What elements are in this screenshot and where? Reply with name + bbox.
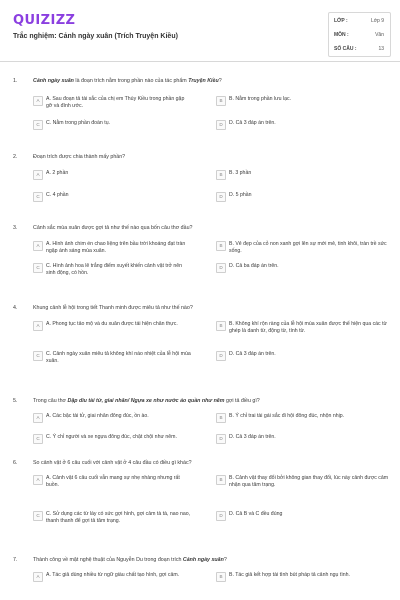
answer-option-a[interactable]	[33, 241, 193, 259]
answer-option-a[interactable]	[33, 572, 193, 590]
option-letter-box: D	[216, 263, 226, 273]
answer-option-b[interactable]	[216, 96, 376, 114]
option-letter-box: A	[33, 241, 43, 251]
option-letter-box: A	[33, 96, 43, 106]
answer-option-c[interactable]	[33, 192, 193, 210]
option-text: A. Tác giả dùng nhiều từ ngữ giàu chất tạo hình, gợi cảm.	[46, 572, 180, 578]
option-letter-box: A	[33, 321, 43, 331]
option-letter-box: B	[216, 241, 226, 251]
option-text: B. Không khí rộn ràng của lễ hội mùa xuân được thể hiện qua các từ ghép là danh từ, động từ, tính từ.	[229, 321, 387, 334]
option-text: B. 3 phần	[229, 170, 252, 176]
option-letter-box: D	[216, 120, 226, 130]
meta-value: Lớp 9	[370, 18, 384, 24]
option-text: A. Cảnh vật 6 câu cuối vẫn mang sự nhẹ nhàng nhưng rất buồn.	[46, 475, 180, 488]
question-text: Thành công về mặt nghệ thuật của Nguyễn Du trong đoạn trích Cảnh ngày xuân?	[33, 557, 227, 563]
question-text: So cảnh vật ở 6 câu cuối với cảnh vật ở 4 câu đầu có điều gì khác?	[33, 460, 192, 466]
option-letter-box: C	[33, 511, 43, 521]
option-text: C. 4 phần	[46, 192, 69, 198]
question-number: 3.	[13, 225, 18, 231]
question-number: 6.	[13, 460, 18, 466]
option-letter-box: B	[216, 321, 226, 331]
answer-option-b[interactable]	[216, 321, 387, 339]
answer-option-c[interactable]	[33, 511, 193, 529]
option-text: C. Sử dụng các từ láy có sức gợi hình, gợi cảm tà tà, nao nao, thanh thanh để gợi tả tâm trạng.	[46, 511, 191, 524]
answer-option-d[interactable]	[216, 120, 376, 138]
option-letter-box: D	[216, 434, 226, 444]
question-7	[13, 557, 390, 600]
option-letter-box: A	[33, 572, 43, 582]
question-text: Cảnh ngày xuân là đoạn trích nằm trong phần nào của tác phẩm Truyện Kiều?	[33, 78, 222, 84]
question-number: 2.	[13, 154, 18, 160]
option-letter-box: C	[33, 351, 43, 361]
question-text: Trong câu thơ Dập dìu tài tử, giai nhân/ Ngựa xe như nước áo quần như nêm gợi tả điều gì?	[33, 398, 260, 404]
answer-option-a[interactable]	[33, 321, 193, 339]
option-letter-box: B	[216, 475, 226, 485]
answer-option-b[interactable]	[216, 572, 376, 590]
option-letter-box: B	[216, 413, 226, 423]
meta-value: Văn	[375, 32, 384, 38]
answer-option-c[interactable]	[33, 434, 193, 452]
option-letter-box: C	[33, 192, 43, 202]
option-letter-box: D	[216, 511, 226, 521]
option-text: A. Sau đoạn tả tài sắc của chị em Thúy Kiều trong phần gặp gỡ và đính ước.	[46, 96, 185, 109]
meta-info-box	[328, 12, 391, 57]
answer-option-d[interactable]	[216, 351, 376, 369]
option-letter-box: C	[33, 120, 43, 130]
option-text: A. Hình ảnh chim én chao liệng trên bầu trời khoáng đạt tràn ngập ánh sáng mùa xuân.	[46, 241, 186, 254]
option-letter-box: B	[216, 170, 226, 180]
option-letter-box: B	[216, 96, 226, 106]
option-text: A. 2 phần	[46, 170, 69, 176]
option-text: C. Hình ảnh hoa lê trắng điểm xuyết khiến cảnh vật trở nên sinh động, có hồn.	[46, 263, 183, 276]
question-number: 4.	[13, 305, 18, 311]
question-number: 5.	[13, 398, 18, 404]
question-text: Khung cảnh lễ hội trong tiết Thanh minh được miêu tả như thế nào?	[33, 305, 193, 311]
meta-label: LỚP :	[334, 18, 348, 24]
option-text: B. Cảnh vật thay đổi bởi không gian thay đổi, lúc này cảnh được cảm nhận qua tâm trạng.	[229, 475, 389, 488]
option-text: B. Tác giả kết hợp tài tình bút pháp tả cảnh ngụ tình.	[229, 572, 350, 578]
answer-option-a[interactable]	[33, 170, 193, 188]
option-text: B. Vẻ đẹp của cỏ non xanh gợi lên sự mới mẻ, tinh khôi, tràn trề sức sống.	[229, 241, 387, 254]
answer-option-b[interactable]	[216, 475, 389, 493]
option-text: A. Phong tục tảo mộ và du xuân được tái hiện chân thực.	[46, 321, 178, 327]
question-number: 7.	[13, 557, 18, 563]
option-letter-box: B	[216, 572, 226, 582]
question-list	[0, 62, 400, 600]
answer-option-d[interactable]	[216, 192, 376, 210]
option-text: C. Nằm trong phần đoàn tụ.	[46, 120, 111, 126]
question-4	[13, 305, 390, 395]
option-text: C. Cảnh ngày xuân miêu tả không khí náo nhiệt của lễ hội mùa xuân.	[46, 351, 191, 364]
quizizz-logo: QUIZIZZ	[13, 13, 76, 28]
meta-value: 13	[378, 46, 384, 52]
answer-option-a[interactable]	[33, 475, 193, 493]
answer-option-a[interactable]	[33, 413, 193, 431]
meta-row-count	[334, 46, 384, 52]
answer-option-d[interactable]	[216, 263, 376, 281]
meta-label: SỐ CÂU :	[334, 46, 357, 52]
option-text: D. 5 phần	[229, 192, 252, 198]
option-letter-box: D	[216, 192, 226, 202]
option-text: D. Cả 3 đáp án trên.	[229, 351, 276, 357]
question-text: Cảnh sắc mùa xuân được gợi tả như thế nào qua bốn câu thơ đầu?	[33, 225, 193, 231]
answer-option-c[interactable]	[33, 351, 193, 369]
option-text: B. Ý chỉ trai tài gái sắc đi hội đông đúc, nhộn nhịp.	[229, 413, 345, 419]
option-text: D. Cả B và C đều đúng	[229, 511, 283, 517]
page-header	[0, 0, 400, 62]
answer-option-a[interactable]	[33, 96, 193, 114]
meta-row-class	[334, 18, 384, 24]
option-letter-box: A	[33, 475, 43, 485]
option-letter-box: A	[33, 413, 43, 423]
answer-option-c[interactable]	[33, 120, 193, 138]
option-text: D. Cả 3 đáp án trên.	[229, 120, 276, 126]
option-letter-box: C	[33, 263, 43, 273]
question-number: 1.	[13, 78, 18, 84]
option-letter-box: C	[33, 434, 43, 444]
question-text: Đoạn trích được chia thành mấy phần?	[33, 154, 126, 160]
option-letter-box: D	[216, 351, 226, 361]
option-letter-box: A	[33, 170, 43, 180]
option-text: A. Các bậc tài tử, giai nhân đông đúc, ồn ào.	[46, 413, 149, 419]
answer-option-b[interactable]	[216, 170, 376, 188]
meta-label: MÔN :	[334, 32, 349, 38]
option-text: C. Ý chỉ người và xe ngựa đông đúc, chật chội như nêm.	[46, 434, 177, 440]
option-text: D. Cả 3 đáp án trên.	[229, 434, 276, 440]
meta-row-subject	[334, 32, 384, 38]
question-3	[13, 225, 390, 315]
answer-option-b[interactable]	[216, 241, 387, 259]
answer-option-d[interactable]	[216, 511, 376, 529]
option-text: B. Nằm trong phần lưu lạc.	[229, 96, 292, 102]
question-6	[13, 460, 390, 550]
answer-option-b[interactable]	[216, 413, 376, 431]
option-text: D. Cả ba đáp án trên.	[229, 263, 279, 269]
page-title: Trắc nghiệm: Cảnh ngày xuân (Trích Truyện Kiều)	[13, 33, 178, 40]
answer-option-c[interactable]	[33, 263, 193, 281]
answer-option-d[interactable]	[216, 434, 376, 452]
